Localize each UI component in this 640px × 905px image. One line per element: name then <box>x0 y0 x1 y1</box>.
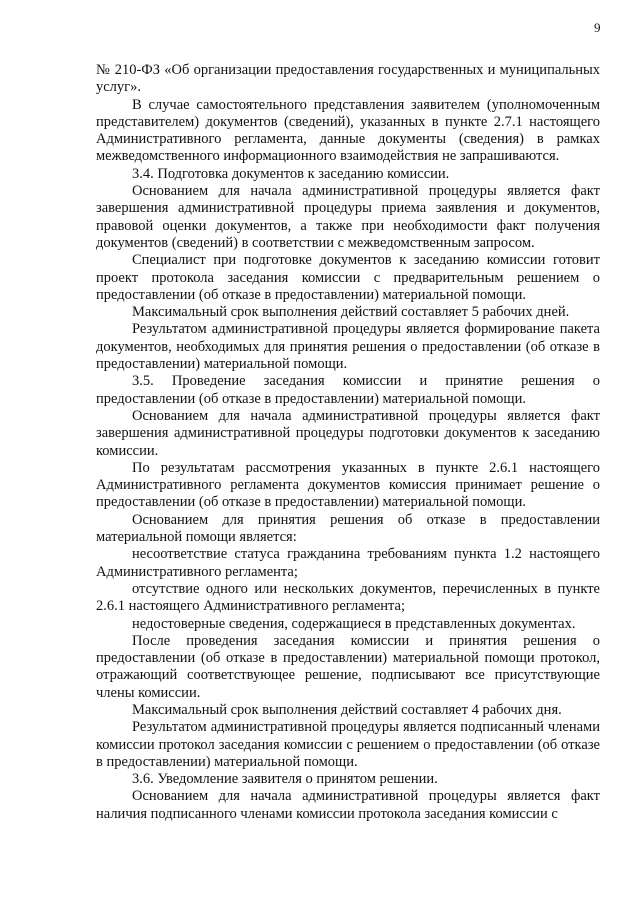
body-text <box>96 62 600 823</box>
section-heading-3-4: 3.4. Подготовка документов к заседанию комиссии. <box>132 165 450 182</box>
paragraph: Результатом административной процедуры является формирование пакета документов, необходимых для принятия решения о предоставлении (об отказе в предоставлении) материальной помощи. <box>96 321 600 373</box>
paragraph: Основанием для принятия решения об отказе в предоставлении материальной помощи является: <box>96 511 600 546</box>
page-number: 9 <box>594 20 601 35</box>
section-heading-3-5: 3.5. Проведение заседания комиссии и принятие решения о предоставлении (об отказе в предоставлении) материальной помощи. <box>96 373 600 407</box>
paragraph: Максимальный срок выполнения действий составляет 5 рабочих дней. <box>132 304 570 321</box>
paragraph: Результатом административной процедуры является подписанный членами комиссии протокол заседания комиссии с решением о предоставлении (об отказе в предоставлении) материальной помощи. <box>96 719 600 770</box>
paragraph: Специалист при подготовке документов к заседанию комиссии готовит проект протокола заседания комиссии с предварительным решением о предоставлении (об отказе в предоставлении) материальной помощи. <box>96 252 600 303</box>
paragraph: Основанием для начала административной процедуры является факт завершения административной процедуры подготовки документов к заседанию комиссии. <box>96 407 600 459</box>
list-item: недостоверные сведения, содержащиеся в представленных документах. <box>132 615 576 632</box>
paragraph: Максимальный срок выполнения действий составляет 4 рабочих дня. <box>132 701 562 718</box>
paragraph: Основанием для начала административной процедуры является факт наличия подписанного членами комиссии протокола заседания комиссии с <box>96 788 600 822</box>
list-item: несоответствие статуса гражданина требованиям пункта 1.2 настоящего Административного регламента; <box>96 546 600 580</box>
section-heading-3-6: 3.6. Уведомление заявителя о принятом решении. <box>132 771 438 788</box>
paragraph-continuation: № 210-ФЗ «Об организации предоставления государственных и муниципальных услуг». <box>96 62 600 96</box>
paragraph: В случае самостоятельного представления заявителем (уполномоченным представителем) документов (сведений), указанных в пункте 2.7.1 настоящего Административного регламента, данные документы (сведения) в рамках межведомственного информационного взаимодействия не запрашиваются. <box>96 96 600 165</box>
paragraph: По результатам рассмотрения указанных в пункте 2.6.1 настоящего Административного регламента документов комиссия принимает решение о предоставлении (об отказе в предоставлении) материальной помощи. <box>96 459 600 511</box>
paragraph: После проведения заседания комиссии и принятия решения о предоставлении (об отказе в предоставлении) материальной помощи протокол, отражающий соответствующее решение, подписывают все присутствующие члены комиссии. <box>96 632 600 701</box>
paragraph: Основанием для начала административной процедуры является факт завершения административной процедуры приема заявления и документов, правовой оценки документов, а также при необходимости факт получения документов (сведений) в соответствии с межведомственным запросом. <box>96 183 600 251</box>
list-item: отсутствие одного или нескольких документов, перечисленных в пункте 2.6.1 настоящего Административного регламента; <box>96 580 600 615</box>
